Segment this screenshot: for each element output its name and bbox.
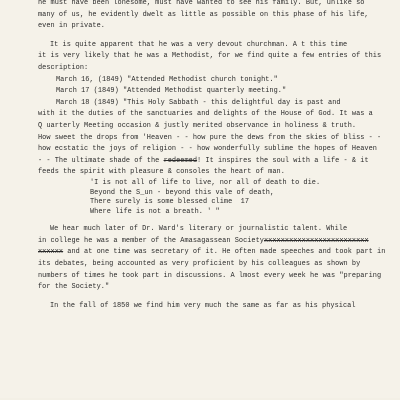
struck-out-text: redeemed [163, 156, 198, 165]
text-line [38, 301, 376, 313]
text-line [38, 75, 376, 87]
text-segment: Beyond the S_un - beyond this vale of death, [90, 188, 275, 197]
text-line [38, 156, 376, 168]
text-line [38, 51, 382, 63]
text-line [38, 189, 376, 199]
text-segment: - - The ultimate shade of the [38, 156, 164, 165]
text-segment: with it the duties of the sanctuaries and delights of the House of God. It was a [38, 110, 373, 119]
text-segment: It is quite apparent that he was a very devout churchman. A t this time [50, 40, 348, 49]
text-segment: How sweet the drops from 'Heaven - - how pure the dews from the skies of bliss - - [38, 133, 382, 142]
text-line [38, 133, 382, 145]
text-line [38, 86, 376, 98]
text-line [38, 236, 376, 248]
text-segment: and at one time was secretary of it. He often made speeches and took part in [63, 248, 386, 257]
text-line [38, 208, 376, 218]
text-line [38, 121, 376, 133]
text-segment: in college he was a member of the Amasagassean Society [38, 236, 264, 245]
text-line [38, 10, 376, 22]
text-segment: 'I is not all of life to live, nor all of death to die. [90, 178, 321, 187]
text-segment: March 16, (1849) "Attended Methodist church tonight." [56, 75, 278, 84]
text-segment: it is very likely that he was a Methodist, for we find quite a few entries of this [38, 52, 382, 61]
text-line [38, 98, 376, 110]
text-line [38, 167, 376, 179]
text-segment: Where life is not a breath. ' " [90, 207, 220, 216]
text-segment: March 17 (1849) "Attended Methodist quarterly meeting." [56, 87, 287, 96]
text-line [38, 282, 376, 294]
text-line [38, 271, 382, 283]
text-line [38, 21, 376, 33]
text-segment: he must have been lonesome, must have wanted to see his family. But, unlike so [38, 0, 365, 7]
struck-out-text: xxxxxx [38, 248, 64, 257]
text-segment: feeds the spirit with pleasure & consoles the heart of man. [38, 168, 285, 177]
text-line [38, 40, 376, 52]
text-segment: There surely is some blessed clime 17 [90, 198, 250, 207]
text-line [38, 63, 376, 75]
text-segment: description: [38, 63, 89, 72]
text-segment: In the fall of 1850 we find him very much the same as far as his physical [50, 301, 356, 310]
struck-out-text: xxxxxxxxxxxxxxxxxxxxxxxxx [264, 236, 369, 245]
text-segment: many of us, he evidently dwelt as little as possible on this phase of his life, [38, 10, 369, 19]
paragraph-gap [38, 33, 376, 40]
paragraph-gap [38, 217, 376, 224]
text-segment: even in private. [38, 22, 105, 31]
text-segment: for the Society." [38, 283, 110, 292]
text-line [38, 179, 376, 189]
typed-text-body [38, 0, 386, 312]
text-line [38, 198, 376, 208]
text-segment: Q uarterly Meeting occasion & justly merited observance in holiness & truth. [38, 121, 357, 130]
text-line [38, 144, 376, 156]
text-segment: how ecstatic the joys of religion - - how wonderfully sublime the hopes of Heaven [38, 145, 377, 154]
text-segment: We hear much later of Dr. Ward's literary or journalistic talent. While [50, 225, 348, 234]
text-segment: numbers of times he took part in discussions. A lmost every week he was "preparing [38, 271, 382, 280]
text-line [38, 247, 386, 259]
text-line [38, 109, 376, 121]
text-segment: ! It inspires the soul with a life - & it [197, 156, 369, 165]
text-line [38, 224, 376, 236]
text-line [38, 259, 376, 271]
text-segment: March 18 (1849) "This Holy Sabbath - this delightful day is past and [56, 98, 341, 107]
paragraph-gap [38, 294, 376, 301]
text-segment: its debates, being accounted as very proficient by his colleagues as shown by [38, 260, 361, 269]
text-line [38, 0, 376, 10]
